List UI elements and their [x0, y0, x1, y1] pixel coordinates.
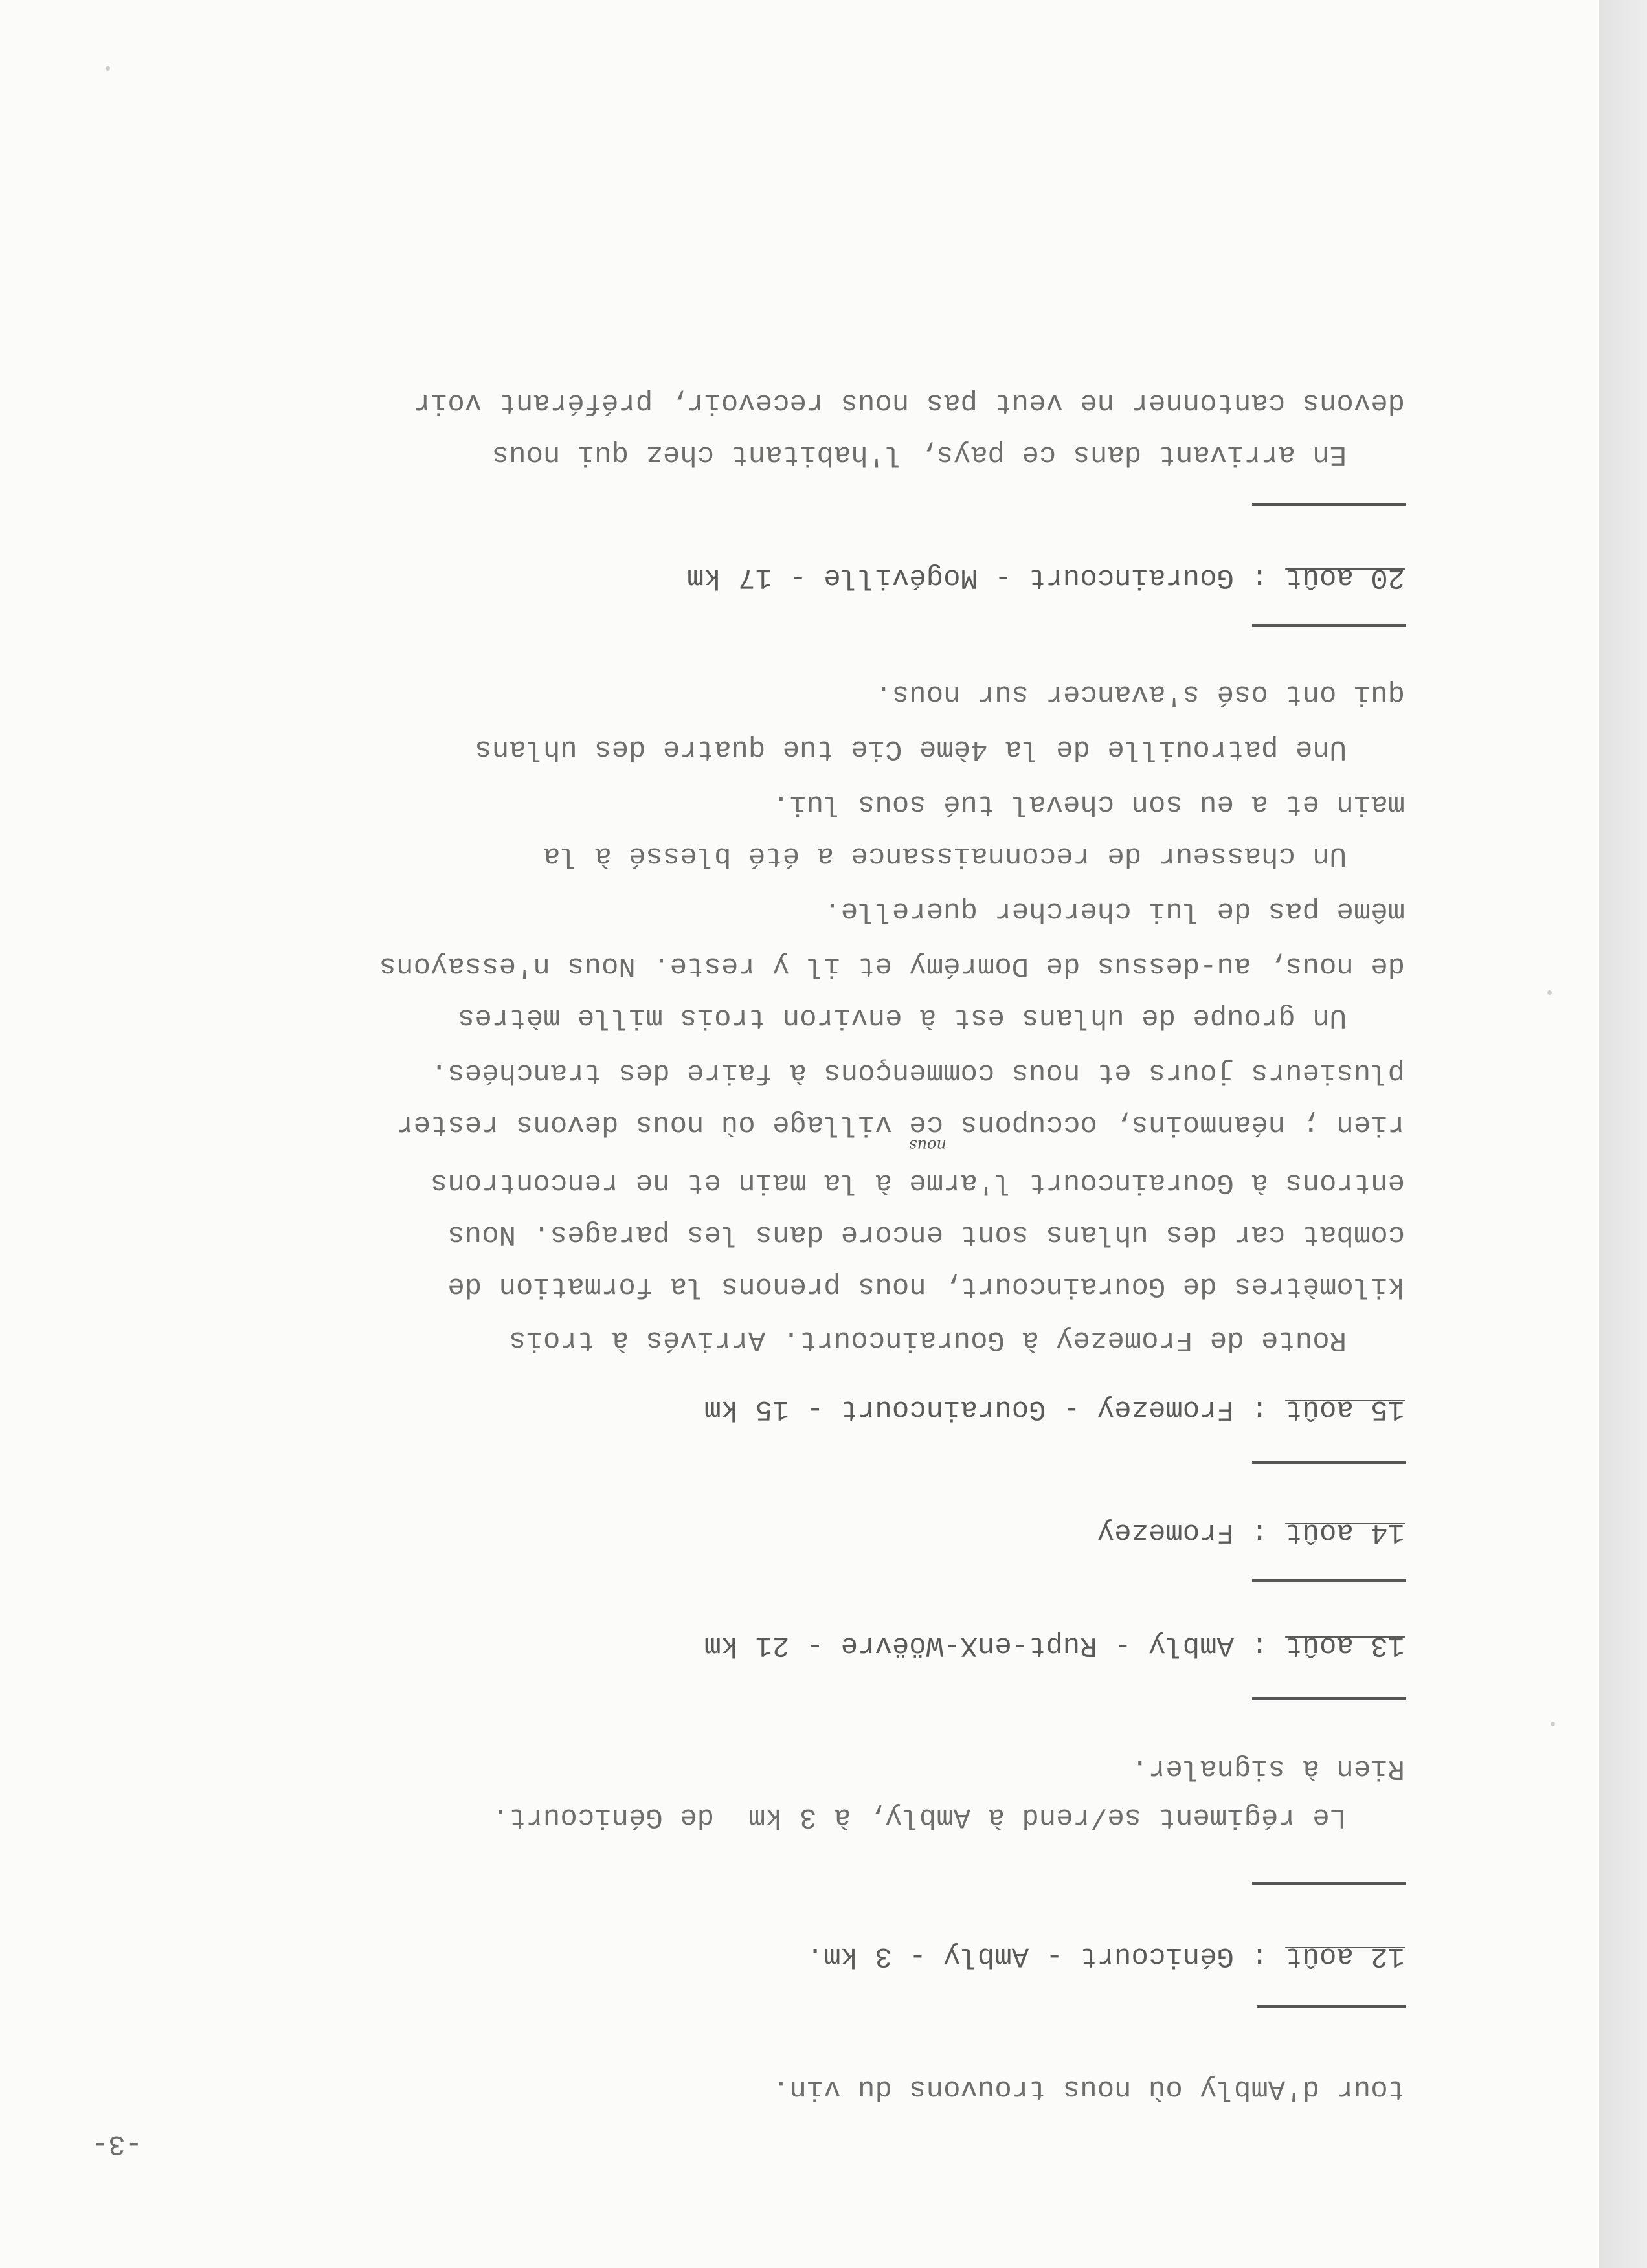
separator-rule [1257, 2005, 1406, 2008]
speck [106, 66, 110, 71]
text-line: même pas de lui chercher querelle. [824, 895, 1405, 927]
text-line: plusieurs jours et nous commençons à faire des tranchées. [430, 1056, 1405, 1089]
continuation-line: tour d'Ambly où nous trouvons du vin. [772, 2073, 1405, 2105]
text-line: qui ont osé s'avancer sur nous. [875, 678, 1405, 710]
heading-place: : Ambly - Rupt-enX-Wöëvre - 21 km [704, 1629, 1286, 1662]
text-line: Le régiment se/rend à Ambly, à 3 km de Génicourt. [491, 1801, 1347, 1833]
text-line: combat car des uhlans sont encore dans les parages. Nous [447, 1218, 1405, 1251]
text-line: kilomètres de Gouraincourt, nous prenons la formation de [447, 1270, 1405, 1302]
handwritten-insertion: nous [909, 1137, 947, 1155]
entry-heading-20 [687, 563, 1405, 592]
heading-date: 14 août [1285, 1516, 1405, 1548]
entry-heading-13 [704, 1631, 1405, 1660]
text-line: Un groupe de uhlans est à environ trois mille mètres [457, 1001, 1347, 1034]
heading-date: 12 août [1285, 1940, 1405, 1972]
text-line: main et a eu son cheval tué sous lui. [772, 788, 1405, 820]
heading-place: : Fromezey [1097, 1516, 1286, 1548]
heading-place: : Fromezey - Gouraincourt - 15 km [704, 1393, 1286, 1425]
heading-date: 15 août [1285, 1393, 1405, 1425]
text-line: Une patrouille de la 4ème Cie tue quatre des uhlans [475, 733, 1347, 765]
heading-place: : Génicourt - Ambly - 3 km. [806, 1940, 1286, 1972]
speck [1547, 990, 1552, 995]
text-line: En arrivant dans ce pays, l'habitant chez qui nous [491, 438, 1347, 471]
speck [1551, 1722, 1555, 1726]
text-line: entrons à Gouraincourt l'arme à la main et ne rencontrons [430, 1166, 1405, 1199]
text-line: Route de Fromezey à Gouraincourt. Arrivés à trois [509, 1324, 1347, 1356]
text-line: devons cantonner ne veut pas nous recevoir, préférant voir [413, 386, 1405, 419]
separator-rule [1252, 1461, 1406, 1464]
heading-place: : Gouraincourt - Mogéville - 17 km [687, 561, 1286, 594]
scanner-margin [1599, 0, 1647, 2268]
separator-rule [1252, 503, 1406, 506]
separator-rule [1252, 1579, 1406, 1582]
separator-rule [1252, 1882, 1406, 1885]
entry-heading-15 [704, 1395, 1405, 1423]
text-line: de nous, au-dessus de Domrémy et il y reste. Nous n'essayons [379, 950, 1405, 982]
separator-rule [1252, 624, 1406, 627]
text-line: Un chasseur de reconnaissance a été blessé à la [543, 839, 1347, 872]
heading-date: 13 août [1285, 1629, 1405, 1662]
entry-heading-12 [807, 1942, 1405, 1970]
text-line: Rien à signaler. [1131, 1752, 1405, 1784]
heading-date: 20 août [1285, 561, 1405, 594]
entry-heading-14 [1097, 1518, 1405, 1546]
separator-rule [1252, 1697, 1406, 1700]
text-line: rien ; néanmoins, occupons ce village où nous devons rester [396, 1108, 1405, 1140]
page-number: -3- [91, 2128, 142, 2160]
